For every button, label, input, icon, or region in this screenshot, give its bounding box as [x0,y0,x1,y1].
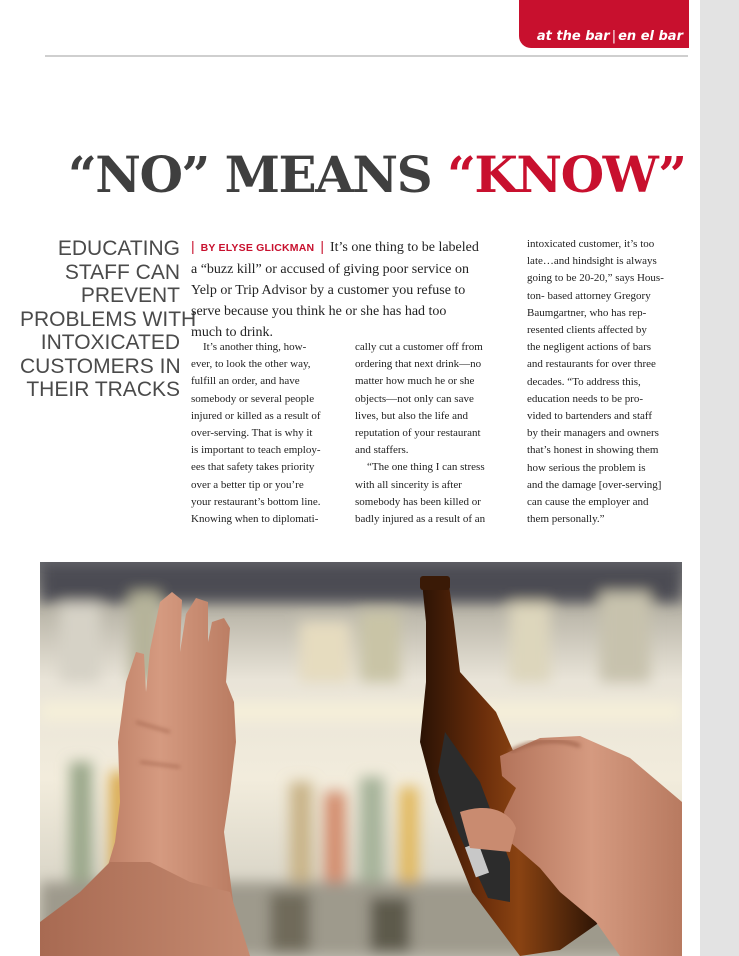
deck-line: THEIR TRACKS [26,378,180,401]
body-line: is important to teach employ- [191,444,321,457]
body-line: can cause the employer and [527,496,649,509]
body-line: by their managers and owners [527,427,659,440]
article-headline [68,140,688,210]
body-line: over-serving. That is why it [191,427,313,440]
intro-line [191,236,496,259]
body-line: lives, but also the life and [355,409,469,422]
body-line: how serious the problem is [527,461,646,474]
body-line: ordering that next drink—no [355,358,482,371]
body-line: your restaurant’s bottom line. [191,495,321,508]
body-line: education needs to be pro- [527,392,644,405]
section-label-es: en el bar [618,29,683,44]
header-rule [45,55,688,57]
body-line: resented clients affected by [527,324,647,337]
intro-line: Yelp or Trip Advisor by a customer you refuse to [191,283,466,298]
section-tab [519,0,689,48]
body-line: Knowing when to diplomati- [191,513,319,526]
body-column-3 [527,236,687,528]
section-label-en: at the bar [536,29,610,44]
body-line: decades. “To address this, [527,375,641,388]
body-line: late…and hindsight is always [527,255,657,268]
headline-part-no-means: “NO” MEANS [68,145,448,204]
body-line: It’s another thing, how- [203,341,307,353]
headline-part-know: “KNOW” [447,145,686,204]
body-line: and staffers. [355,444,409,457]
body-line: injured or killed as a result of [191,409,321,422]
intro-line: serve because you think he or she has had too [191,304,447,319]
body-line: reputation of your restaurant [355,427,481,440]
deck-line: CUSTOMERS IN [20,354,181,378]
body-line: matter how much he or she [355,375,475,388]
article-deck [20,237,197,402]
body-line: “The one thing I can stress [367,461,485,474]
body-column-2 [355,339,505,528]
deck-line: STAFF CAN [64,260,180,284]
body-line: cally cut a customer off from [355,341,483,353]
body-line: badly injured as a result of an [355,513,486,526]
body-line: over a better tip or you’re [191,478,304,491]
article-photo [40,562,682,956]
body-line: somebody or several people [191,392,315,405]
intro-line: much to drink. [191,325,274,340]
body-line: and restaurants for over three [527,358,656,371]
byline-bar-after: | [320,238,324,254]
section-separator: | [611,29,617,44]
body-line: the negligent actions of bars [527,341,652,354]
article-intro [191,236,496,343]
page-edge-shadow [700,0,739,956]
body-line: intoxicated customer, it’s too [527,238,655,250]
byline-bar: | [191,238,195,254]
body-line: objects—not only can save [355,392,474,405]
byline-author: BY ELYSE GLICKMAN [200,242,315,254]
body-line: somebody has been killed or [355,495,481,508]
body-line: them personally.” [527,513,605,526]
section-label [537,29,683,44]
photo-scene [40,562,682,956]
intro-text: It’s one thing to be labeled [329,240,479,255]
body-line: and the damage [over-serving] [527,478,662,491]
body-line: ton- based attorney Gregory [527,289,651,302]
intro-line: a “buzz kill” or accused of giving poor service on [191,262,469,277]
body-line: going to be 20-20,” says Hous- [527,272,664,285]
body-line: that’s honest in showing them [527,444,659,457]
deck-line: PREVENT [80,284,180,307]
body-column-1 [191,339,341,528]
deck-line: EDUCATING [57,237,180,260]
body-line: Baumgartner, who has rep- [527,306,647,319]
deck-line: INTOXICATED [40,331,180,354]
body-line: vided to bartenders and staff [527,410,653,423]
deck-line: PROBLEMS WITH [20,307,197,331]
body-line: ever, to look the other way, [191,358,311,371]
body-line: fulfill an order, and have [191,375,300,388]
body-line: ees that safety takes priority [191,461,315,474]
body-line: with all sincerity is after [355,478,462,491]
